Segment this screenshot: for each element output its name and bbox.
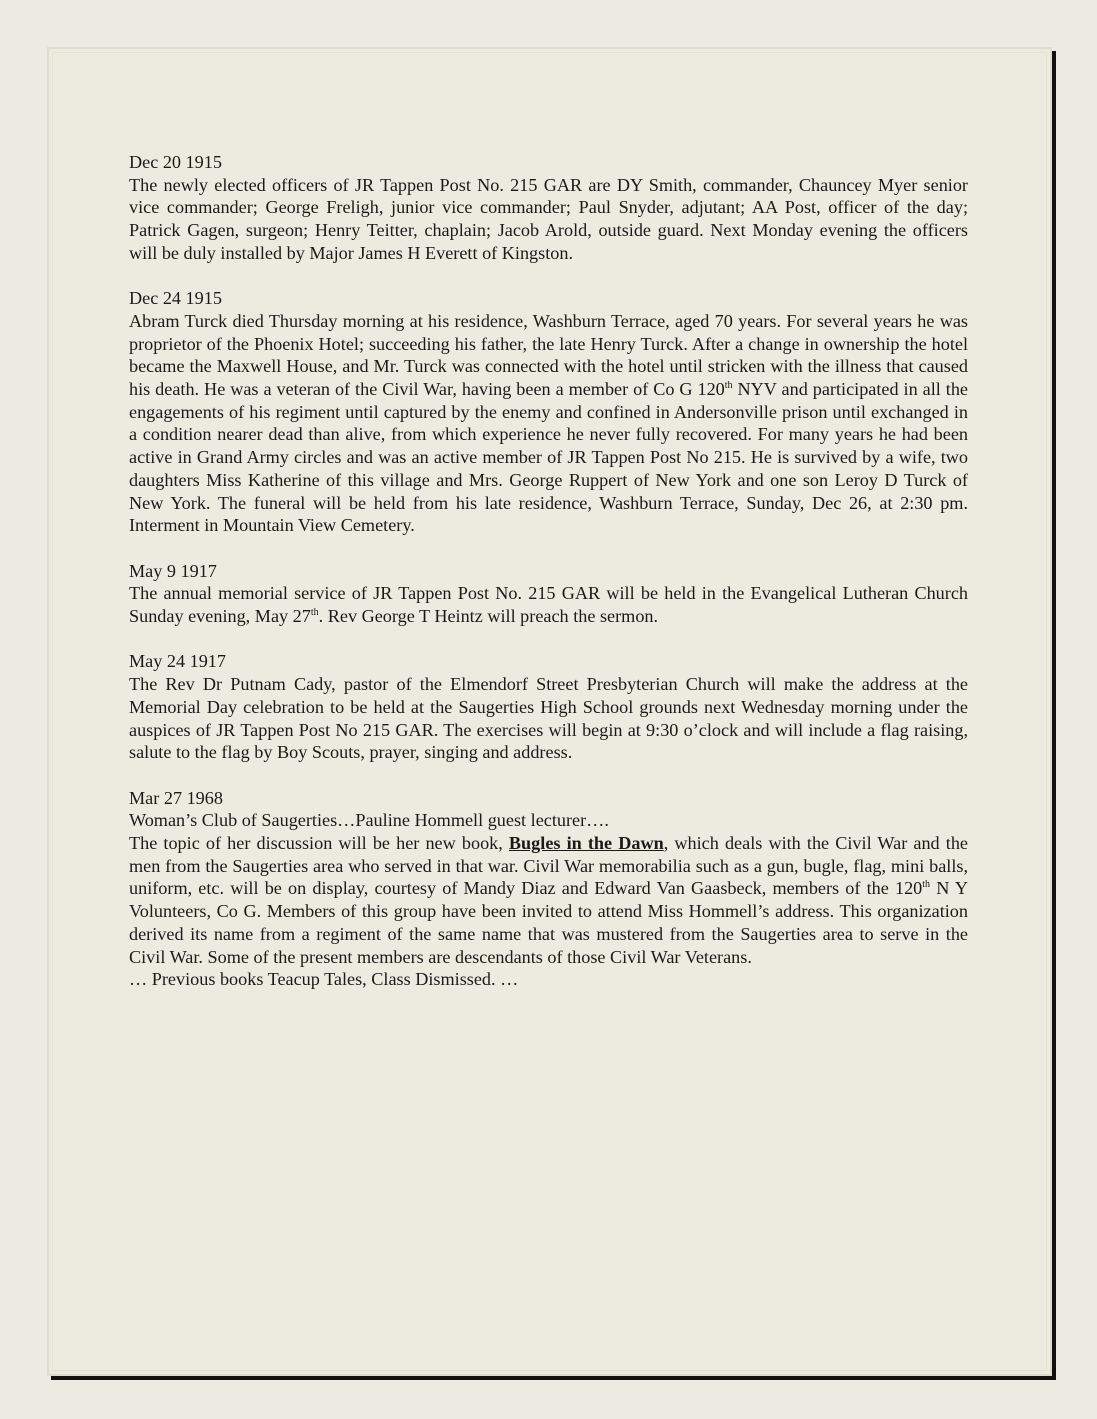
entry-body: The newly elected officers of JR Tappen Post No. 215 GAR are DY Smith, commander, Chauncey Myer senior vice commander; George Freligh, junior vice commander; Paul Snyder, adjutant; AA Post, officer of the day; Patrick Gagen, surgeon; Henry Teitter, chaplain; Jacob Arold, outside guard. Next Monday evening the officers will be duly installed by Major James H Everett of Kingston. <box>129 174 968 263</box>
body-text: The topic of her discussion will be her new book, <box>129 833 509 854</box>
book-title: Bugles in the Dawn <box>508 833 664 854</box>
entry-mar-27-1968 <box>129 787 968 991</box>
entry-date: Dec 24 1915 <box>129 288 222 309</box>
entry-date: Mar 27 1968 <box>129 787 223 808</box>
entry-body <box>129 832 968 968</box>
body-text: , which deals with the Civil War and the men from the Saugerties area who served in that war. Civil War memorabilia such as a gun, bugle, flag, mini balls, uniform, etc. will be on display, courtesy of Mandy Diaz and Edward Van Gaasbeck, members of the 120 <box>129 833 968 899</box>
entry-date: Dec 20 1915 <box>129 152 222 172</box>
entry-may-24-1917 <box>129 650 968 764</box>
superscript: th <box>310 607 319 619</box>
superscript: th <box>724 380 733 392</box>
superscript: th <box>922 879 931 891</box>
entry-line: … Previous books Teacup Tales, Class Dismissed. … <box>129 969 519 990</box>
document-content <box>129 151 968 1014</box>
entry-line: Woman’s Club of Saugerties…Pauline Hommell guest lecturer…. <box>129 810 609 831</box>
entry-body <box>129 582 968 627</box>
body-text: The annual memorial service of JR Tappen Post No. 215 GAR will be held in the Evangelical Lutheran Church Sunday evening, May 27 <box>129 583 968 627</box>
body-text: . Rev George T Heintz will preach the sermon. <box>318 606 659 627</box>
body-text: Abram Turck died Thursday morning at his residence, Washburn Terrace, aged 70 years. For several years he was proprietor of the Phoenix Hotel; succeeding his father, the late Henry Turck. After a change in ownership the hotel became the Maxwell House, and Mr. Turck was connected with the hotel until stricken with the illness that caused his death. He was a veteran of the Civil War, having been a member of Co G 120 <box>129 310 968 400</box>
entry-may-9-1917 <box>129 560 968 628</box>
body-text: N Y Volunteers, Co G. Members of this group have been invited to attend Miss Hommell’s address. This organization derived its name from a regiment of the same name that was mustered from the Saugerties area to serve in the Civil War. Some of the present members are descendants of those Civil War Veterans. <box>129 878 968 967</box>
entry-date: May 24 1917 <box>129 651 226 672</box>
entry-body: The Rev Dr Putnam Cady, pastor of the Elmendorf Street Presbyterian Church will make the address at the Memorial Day celebration to be held at the Saugerties High School grounds next Wednesday morning under the auspices of JR Tappen Post No 215 GAR. The exercises will begin at 9:30 o’clock and will include a flag raising, salute to the flag by Boy Scouts, prayer, singing and address. <box>129 674 968 763</box>
entry-date: May 9 1917 <box>129 560 217 581</box>
entry-body <box>129 310 968 537</box>
body-text: NYV and participated in all the engagements of his regiment until captured by the enemy and confined in Andersonville prison until exchanged in a condition nearer dead than alive, from which experience he never fully recovered. For many years he had been active in Grand Army circles and was an active member of JR Tappen Post No 215. He is survived by a wife, two daughters Miss Katherine of this village and Mrs. George Ruppert of New York and one son Leroy D Turck of New York. The funeral will be held from his late residence, Washburn Terrace, Sunday, Dec 26, at 2:30 pm. Interment in Mountain View Cemetery. <box>129 379 968 536</box>
entry-dec-24-1915 <box>129 287 968 537</box>
entry-dec-20-1915 <box>129 151 968 265</box>
